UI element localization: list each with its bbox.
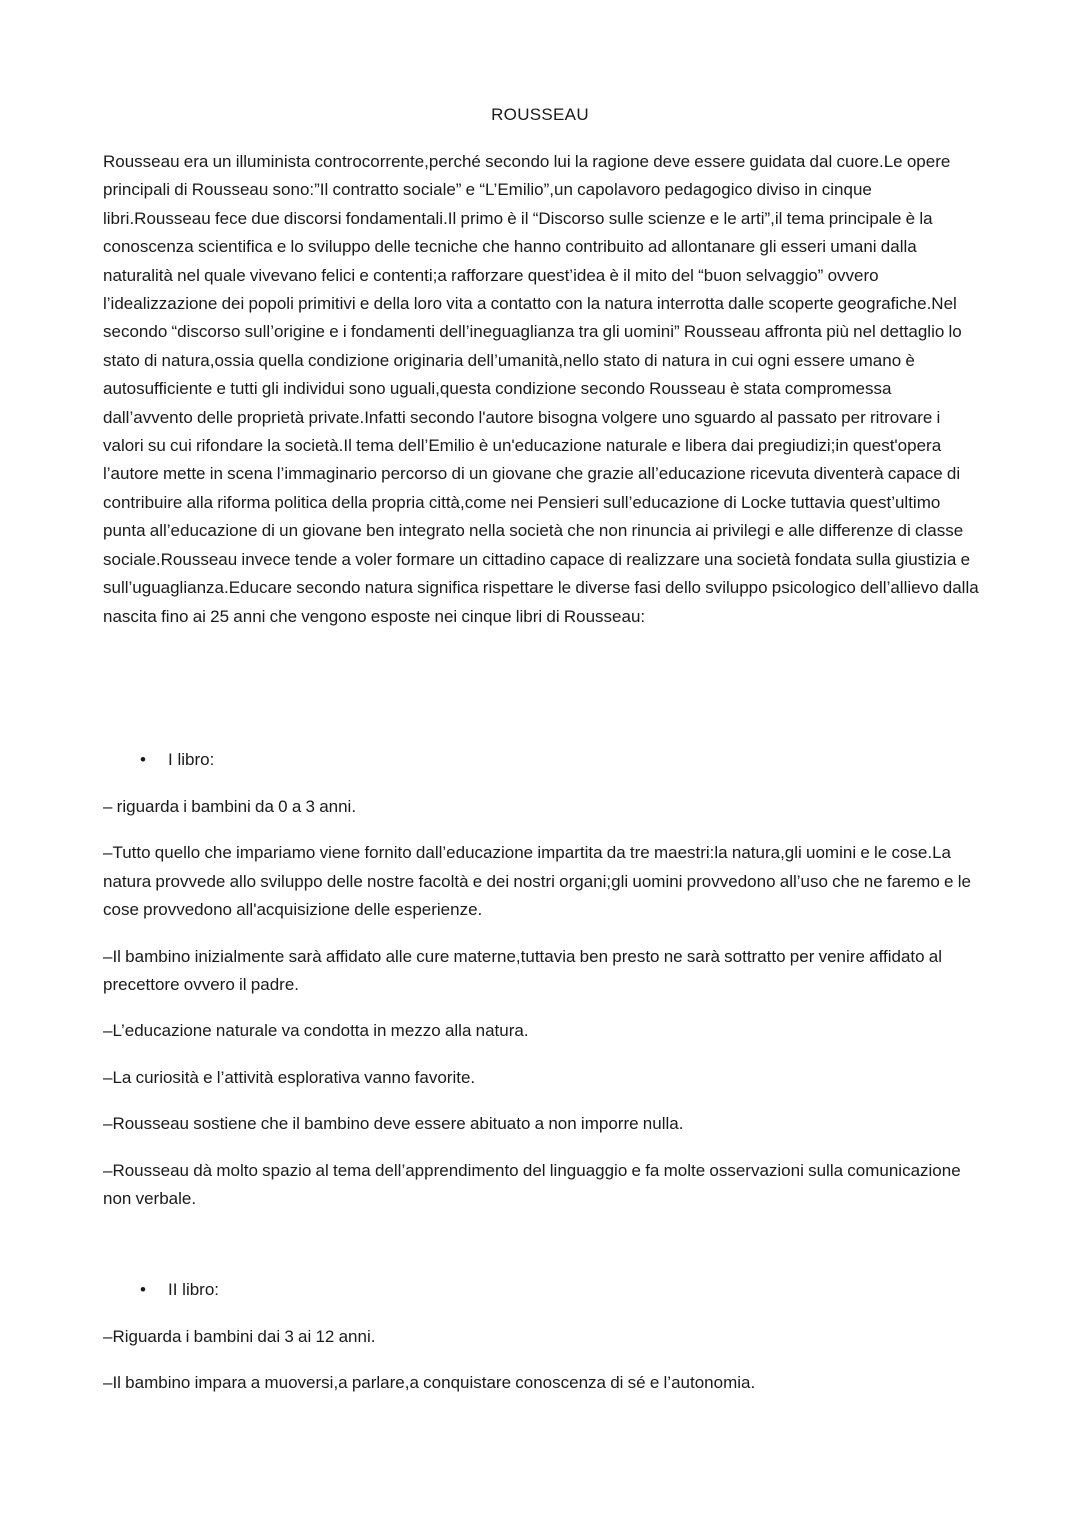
- list-item: –Il bambino inizialmente sarà affidato alle cure materne,tuttavia ben presto ne sarà sottratto per venire affidato al precettore ovvero il padre.: [103, 946, 943, 995]
- section-points: [0, 793, 1080, 1213]
- section-heading-text: I libro:: [168, 750, 215, 769]
- list-item: –Riguarda i bambini dai 3 ai 12 anni.: [103, 1327, 376, 1346]
- page-title: ROUSSEAU: [491, 105, 589, 124]
- section-heading-text: II libro:: [168, 1280, 220, 1299]
- section-libro-2: [0, 1276, 1080, 1416]
- list-item: –Rousseau dà molto spazio al tema dell’apprendimento del linguaggio e fa molte osservazioni sulla comunicazione non verbale.: [103, 1160, 961, 1209]
- bullet-icon: •: [140, 1280, 146, 1299]
- bullet-icon: •: [140, 750, 146, 769]
- list-item: – riguarda i bambini da 0 a 3 anni.: [103, 797, 357, 816]
- section-heading: [0, 1276, 1080, 1304]
- list-item: –L’educazione naturale va condotta in mezzo alla natura.: [103, 1021, 529, 1041]
- intro-paragraph: Rousseau era un illuminista controcorrente,perché secondo lui la ragione deve essere guidata dal cuore.Le opere principali di Rousseau sono:”Il contratto sociale” e “L’Emilio”,un capolavoro pedagogico diviso in cinque libri.Rousseau fece due discorsi fondamentali.Il primo è il “Discorso sulle scienze e le arti”,il tema principale è la conoscenza scientifica e lo sviluppo delle tecniche che hanno contribuito ad allontanare gli esseri umani dalla naturalità nel quale vivevano felici e contenti;a rafforzare quest’idea è il mito del “buon selvaggio” ovvero l’idealizzazione dei popoli primitivi e della loro vita a contatto con la natura interrotta dalle scoperte geografiche.Nel secondo “discorso sull’origine e i fondamenti dell’ineguaglianza tra gli uomini” Rousseau affronta più nel dettaglio lo stato di natura,ossia quella condizione originaria dell’umanità,nello stato di natura in cui ogni essere umano è autosufficiente e tutti gli individui sono uguali,questa condizione secondo Rousseau è stata compromessa dall’avvento delle proprietà private.Infatti secondo l'autore bisogna volgere uno sguardo al passato per ritrovare i valori su cui rifondare la società.Il tema dell’Emilio è un'educazione naturale e libera dai pregiudizi;in quest'opera l’autore mette in scena l’immaginario percorso di un giovane che grazie all’educazione ricevuta diventerà capace di contribuire alla riforma politica della propria città,come nei Pensieri sull’educazione di Locke tuttavia quest’ultimo punta all’educazione di un giovane ben integrato nella società che non rinuncia ai privilegi e alle differenze di classe sociale.Rousseau invece tende a voler formare un cittadino capace di realizzare una società fondata sulla giustizia e sull’uguaglianza.Educare secondo natura significa rispettare le diverse fasi dello sviluppo psicologico dell’allievo dalla nascita fino ai 25 anni che vengono esposte nei cinque libri di Rousseau:: [103, 152, 979, 626]
- list-item: –Il bambino impara a muoversi,a parlare,a conquistare conoscenza di sé e l’autonomia.: [103, 1373, 756, 1393]
- section-points: [0, 1323, 1080, 1398]
- list-item: –La curiosità e l’attività esplorativa vanno favorite.: [103, 1067, 476, 1087]
- list-item: –Tutto quello che impariamo viene fornito dall’educazione impartita da tre maestri:la natura,gli uomini e le cose.La natura provvede allo sviluppo delle nostre facoltà e dei nostri organi;gli uomini provvedono all’uso che ne faremo e le cose provvedono all'acquisizione delle esperienze.: [103, 843, 971, 920]
- section-libro-1: [0, 746, 1080, 1231]
- list-item: –Rousseau sostiene che il bambino deve essere abituato a non imporre nulla.: [103, 1114, 684, 1134]
- section-heading: [0, 746, 1080, 774]
